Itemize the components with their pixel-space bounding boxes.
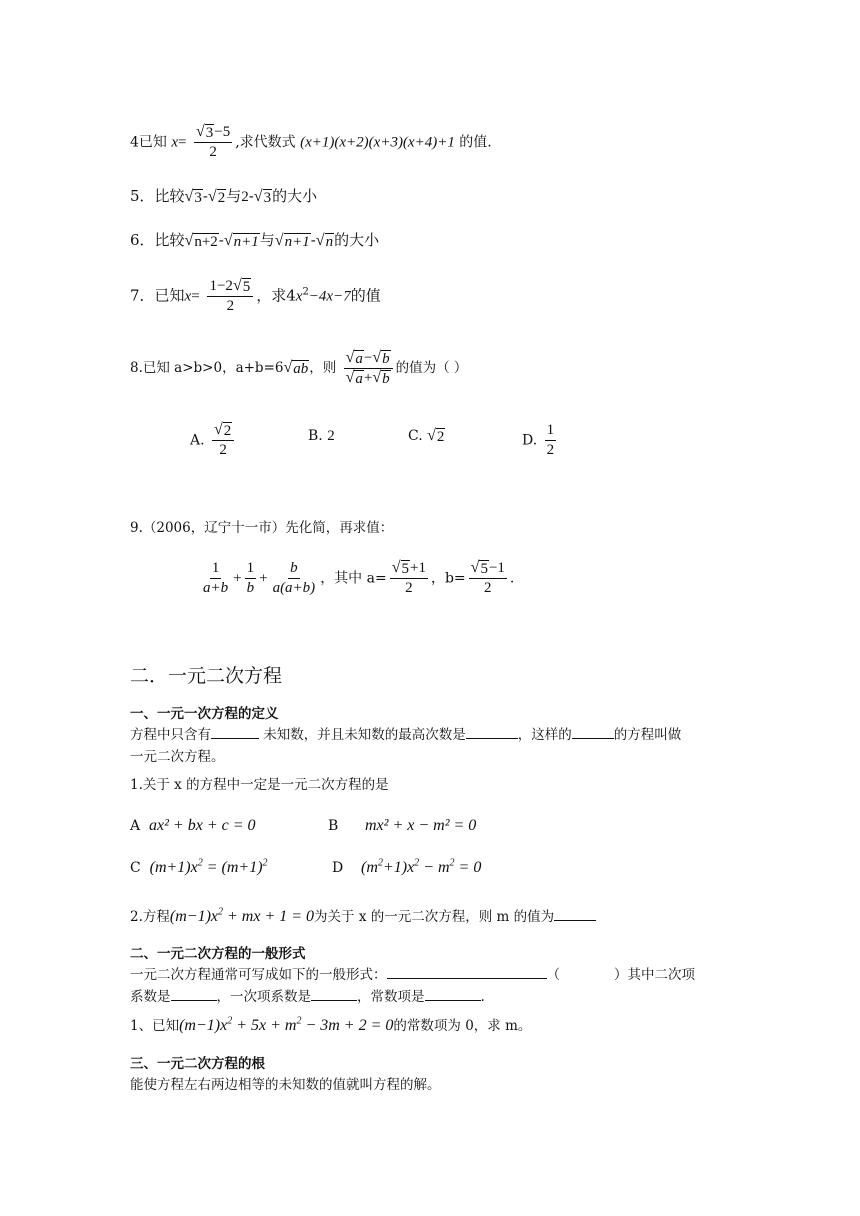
q6-end: 的大小 (334, 231, 380, 249)
q8-minus: − (363, 350, 373, 366)
q7-fraction: 1−2 √ 5 2 (207, 278, 253, 315)
q9-a-radicand: 5 (401, 561, 409, 577)
s1-d-label: D (332, 860, 344, 876)
q9-f1-den: a+b (203, 580, 229, 596)
option-d-den: 2 (546, 442, 555, 458)
s2-q1-a: 1、已知 (130, 1018, 180, 1034)
s1-question-2 (130, 906, 596, 927)
q5-radicand-1: 3 (194, 190, 202, 206)
q5-radicand-3: 3 (263, 190, 272, 206)
q5-radicand-2: 2 (217, 190, 226, 206)
q4-number: 4 (130, 134, 139, 151)
s2-p2-c: ，常数项是 (357, 989, 425, 1005)
s3-paragraph: 能使方程左右两边相等的未知数的值就叫方程的解。 (130, 1077, 441, 1093)
s1-option-d (332, 858, 481, 878)
q7-var: x (184, 288, 192, 305)
s2-p2-a: 系数是 (130, 989, 171, 1005)
s1-c-label: C (130, 860, 141, 876)
q9-a-rest: +1 (410, 560, 426, 576)
q8-rc: a (355, 371, 363, 387)
q7-number: 7．已知 (130, 286, 185, 305)
s1-p1-d: 的方程叫做 (613, 727, 682, 743)
s2-p2-b: ，一次项系数是 (216, 989, 311, 1005)
question-9-expression (198, 560, 514, 597)
q9-where: ，其中 a= (320, 570, 387, 587)
question-4 (130, 124, 492, 161)
question-6: 6．比较 √ n+2 - √ n+1 与 √ n+1 - √ n 的大小 (130, 231, 380, 250)
blank-general-form (387, 964, 547, 979)
s1-q2-b: 为关于 x 的一元二次方程，则 m 的值为 (314, 909, 555, 925)
q6-radicand-3: n+1 (284, 234, 310, 250)
blank-linear-coef (311, 986, 357, 1001)
s2-p2-d: . (480, 989, 485, 1005)
q4-var: x (171, 134, 179, 151)
s1-p1-a: 方程中只含有 (130, 727, 211, 743)
q8-option-c: C. √ 2 (408, 427, 445, 445)
q6-radicand-4: n (325, 234, 334, 250)
q5-two: 2 (241, 189, 249, 205)
q9-fraction-1 (201, 560, 230, 597)
blank-3 (572, 724, 614, 739)
option-b-value: 2 (327, 428, 335, 444)
q4-mid: ,求代数式 (235, 134, 296, 151)
question-7 (130, 278, 381, 315)
subsection-1-heading: 一、一元一次方程的定义 (130, 706, 279, 722)
q9-a-den: 2 (405, 580, 413, 596)
q9-b-den: 2 (484, 580, 492, 596)
q4-num-rest: −5 (214, 124, 231, 140)
q9-b-fraction: √ 5 −1 2 (470, 559, 505, 596)
blank-constant (425, 986, 481, 1001)
q7-num-pre: 1−2 (209, 278, 233, 294)
q9-f1-num: 1 (210, 560, 222, 579)
s1-d-sup: 2 (377, 857, 383, 869)
s1-option-a (130, 816, 256, 836)
subsection-2-heading: 二、一元二次方程的一般形式 (130, 946, 306, 962)
s1-b-expression: mx² + x − m² = 0 (365, 817, 477, 834)
s1-q2-expr-a: (m−1)x (169, 908, 218, 925)
blank-1 (211, 724, 259, 739)
s2-question-1 (130, 1016, 531, 1036)
q5-with: 与 (226, 187, 242, 205)
s1-d-expr-a: (m (361, 859, 378, 876)
q6-minus-2: - (310, 231, 316, 249)
q9-plus-1: + (233, 570, 242, 587)
q8-ra: a (355, 351, 363, 367)
s1-c-sup: 2 (197, 857, 203, 869)
q8-options (0, 422, 860, 458)
s1-c-expr-b: = (m+1) (202, 859, 263, 876)
s1-c-expr-a: (m+1)x (149, 859, 198, 876)
option-a-den: 2 (219, 442, 227, 458)
q9-a-fraction: √ 5 +1 2 (391, 559, 426, 596)
q6-with: 与 (259, 231, 275, 249)
q4-fraction: √ 3 −5 2 (195, 123, 231, 160)
q4-eq: = (178, 134, 187, 151)
s1-question-1: 1.关于 x 的方程中一定是一元二次方程的是 (130, 777, 389, 793)
q9-f3-den: a(a+b) (272, 580, 316, 596)
q5-end: 的大小 (272, 187, 318, 205)
q7-x: x (295, 288, 303, 305)
s1-option-c (130, 858, 268, 878)
s1-d-sup-2: 2 (414, 857, 420, 869)
q7-sup: 2 (302, 286, 309, 298)
q8-option-a (190, 422, 237, 459)
q8-radicand-ab: ab (293, 361, 309, 377)
s2-paragraph-line-2 (130, 986, 485, 1008)
q7-den: 2 (226, 298, 235, 314)
q8-prefix: 8.已知 a>b>0，a+b=6 (130, 360, 284, 376)
q9-f3-num: b (288, 560, 300, 579)
q8-plus: + (363, 370, 373, 386)
q5-minus: - (202, 187, 208, 205)
q4-prefix: 已知 (138, 134, 167, 151)
s1-q2-a: 2.方程 (130, 909, 170, 925)
q8-rb: b (382, 351, 390, 367)
question-5: 5．比较 √ 3 - √ 2 与2- √ 3 的大小 (130, 187, 318, 206)
q9-b-radicand: 5 (480, 561, 488, 577)
option-b-label: B. (308, 428, 323, 444)
q8-end: 的值为（ ） (395, 360, 468, 376)
q5-minus-2: - (248, 187, 254, 205)
q9-end: . (509, 570, 515, 587)
s2-q1-expr-b: + 5x + m (232, 1017, 297, 1034)
option-d-fraction (545, 422, 557, 459)
q9-f2-num: 1 (245, 560, 257, 579)
q4-expression: (x+1)(x+2)(x+3)(x+4)+1 (300, 134, 455, 151)
q9-fraction-2 (245, 560, 257, 597)
q4-num-radicand: 3 (205, 125, 214, 141)
option-a-radicand: 2 (223, 423, 232, 439)
s2-q1-sup-2: 2 (296, 1015, 302, 1027)
q7-end: 的值 (350, 286, 381, 305)
section-title: 二．一元二次方程 (130, 665, 283, 687)
s1-paragraph-line-2: 一元二次方程。 (130, 749, 225, 765)
subsection-3-heading: 三、一元二次方程的根 (130, 1056, 265, 1072)
s1-p1-c: ，这样的 (517, 727, 572, 743)
s1-a-label: A (130, 818, 141, 834)
s2-p1-b: （ (546, 967, 560, 983)
s2-p1-c: ）其中二次项 (614, 967, 695, 983)
s1-q2-expr-b: + mx + 1 = 0 (223, 908, 315, 925)
q8-rd: b (382, 371, 390, 387)
s1-d-expr-c: − m (419, 859, 450, 876)
option-c-radicand: 2 (436, 429, 445, 445)
q5-number: 5．比较 (130, 187, 185, 205)
q9-fraction-3 (271, 560, 318, 597)
s2-q1-sup: 2 (227, 1015, 233, 1027)
option-d-num: 1 (545, 422, 557, 441)
s1-d-sup-3: 2 (449, 857, 455, 869)
s1-d-expr-b: +1)x (382, 859, 415, 876)
s2-q1-expr-c: − 3m + 2 = 0 (301, 1017, 394, 1034)
option-a-fraction: √ 2 2 (212, 422, 234, 459)
s1-d-expr-d: = 0 (454, 859, 482, 876)
option-d-label: D. (522, 432, 538, 449)
blank-quadratic-coef (171, 986, 217, 1001)
q6-minus: - (218, 231, 224, 249)
s1-c-sup-2: 2 (262, 857, 268, 869)
q4-suffix: 的值. (459, 134, 492, 151)
option-a-label: A. (190, 432, 205, 449)
q6-number: 6．比较 (130, 231, 185, 249)
q6-radicand-1: n+2 (194, 234, 218, 250)
s1-p1-b: 未知数，并且未知数的最高次数是 (259, 727, 466, 743)
blank-2 (466, 724, 518, 739)
q8-option-d (522, 422, 559, 459)
q8-option-b (308, 426, 335, 446)
q9-b-label: ，b= (430, 570, 466, 587)
question-8: 8.已知 a>b>0，a+b=6 √ ab ，则 √ a − √ b √ a + √ b 的值为（ ） (130, 349, 468, 387)
q8-mid: ，则 (309, 360, 337, 376)
blank-m-value (554, 906, 596, 921)
s2-paragraph-line-1 (130, 964, 695, 986)
option-c-label: C. (408, 428, 423, 444)
s2-q1-b: 的常数项为 0，求 m。 (393, 1018, 532, 1034)
q8-fraction: √ a − √ b √ a + √ b (344, 350, 393, 387)
q9-f2-den: b (246, 580, 255, 596)
q6-radicand-2: n+1 (233, 234, 259, 250)
s1-q2-sup: 2 (218, 906, 223, 918)
q9-b-rest: −1 (488, 560, 505, 576)
q9-plus-2: + (259, 570, 268, 587)
q7-expr-rest: −4x−7 (308, 288, 351, 305)
q7-eq: = (191, 288, 200, 305)
s1-option-b (328, 816, 476, 836)
q4-den: 2 (209, 144, 217, 160)
s2-q1-expr-a: (m−1)x (179, 1017, 228, 1034)
s1-a-expression: ax² + bx + c = 0 (149, 817, 256, 834)
s1-b-label: B (328, 818, 339, 834)
q7-mid: ，求4 (256, 286, 296, 305)
s1-paragraph-line-1 (130, 724, 681, 746)
question-9-title: 9.（2006，辽宁十一市）先化简，再求值： (130, 520, 394, 536)
q7-num-radicand: 5 (242, 279, 251, 295)
s2-p1-a: 一元二次方程通常可写成如下的一般形式： (130, 967, 387, 983)
